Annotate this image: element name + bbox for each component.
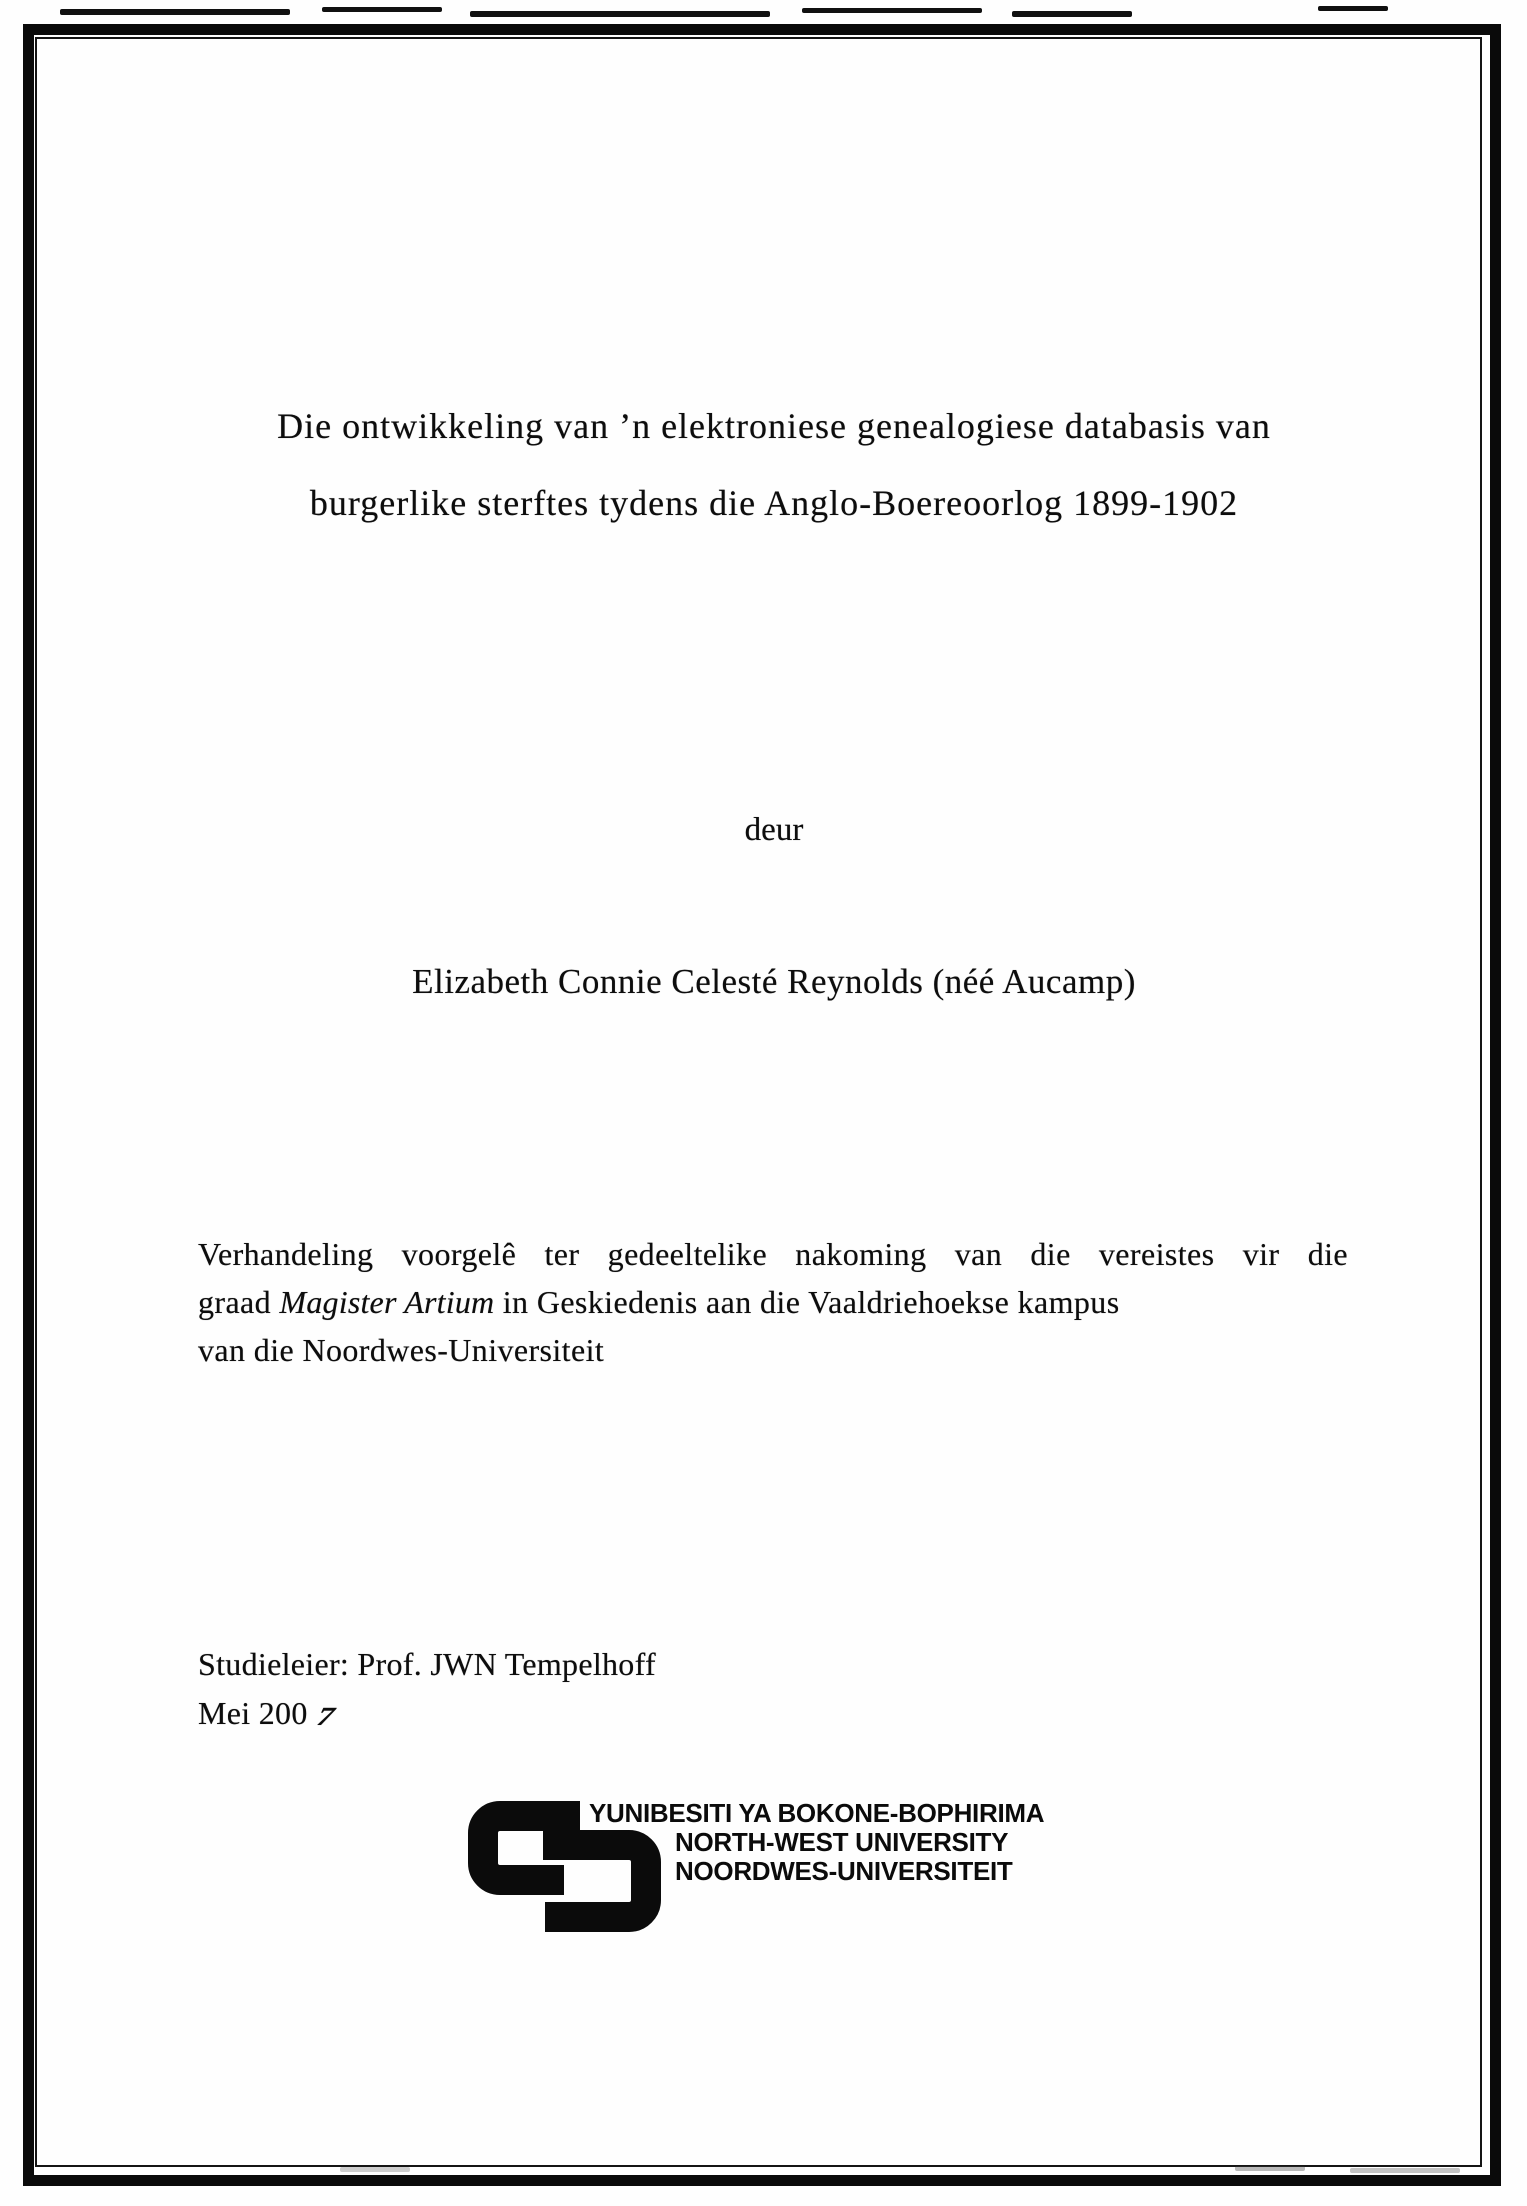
degree-name-italic: Magister Artium bbox=[279, 1284, 495, 1320]
thesis-statement-line3: van die Noordwes-Universiteit bbox=[198, 1332, 605, 1368]
thesis-statement bbox=[198, 1230, 1348, 1374]
thesis-statement-line2 bbox=[198, 1278, 1348, 1326]
nwu-logo-line2: NORTH-WEST UNIVERSITY bbox=[675, 1827, 1009, 1857]
scan-artifact bbox=[470, 11, 770, 17]
thesis-title-line2: burgerlike sterftes tydens die Anglo-Boereoorlog 1899-1902 bbox=[309, 483, 1239, 523]
author-name: Elizabeth Connie Celesté Reynolds (néé Aucamp) bbox=[412, 962, 1136, 1001]
scan-artifact bbox=[1012, 11, 1132, 17]
supervisor-line: Studieleier: Prof. JWN Tempelhoff bbox=[198, 1646, 656, 1682]
nwu-logo-line3: NOORDWES-UNIVERSITEIT bbox=[675, 1856, 1013, 1886]
nwu-logo-line1: YUNIBESITI YA BOKONE-BOPHIRIMA bbox=[589, 1798, 1045, 1828]
thesis-statement-line2-pre: graad bbox=[198, 1284, 280, 1320]
thesis-statement-line1: Verhandeling voorgelê ter gedeeltelike nakoming van die vereistes vir die bbox=[198, 1236, 1348, 1272]
scan-artifact bbox=[1318, 6, 1388, 11]
scan-artifact bbox=[60, 9, 290, 15]
scan-smudge bbox=[1235, 2166, 1305, 2171]
date-line bbox=[198, 1689, 656, 1738]
date-prefix: Mei 200 bbox=[198, 1695, 308, 1731]
thesis-title-line1: Die ontwikkeling van ’n elektroniese genealogiese databasis van bbox=[277, 406, 1271, 446]
byline-deur: deur bbox=[744, 812, 804, 848]
supervisor-block bbox=[198, 1640, 656, 1738]
scan-smudge bbox=[1350, 2168, 1460, 2173]
scan-smudge bbox=[340, 2167, 410, 2172]
scan-artifact bbox=[322, 7, 442, 12]
nwu-logo-text bbox=[589, 1799, 1044, 1886]
date-last-digit: 7 bbox=[310, 1701, 341, 1731]
thesis-title bbox=[196, 388, 1352, 542]
thesis-statement-line2-post: in Geskiedenis aan die Vaaldriehoekse kampus bbox=[494, 1284, 1120, 1320]
scan-artifact bbox=[802, 8, 982, 13]
